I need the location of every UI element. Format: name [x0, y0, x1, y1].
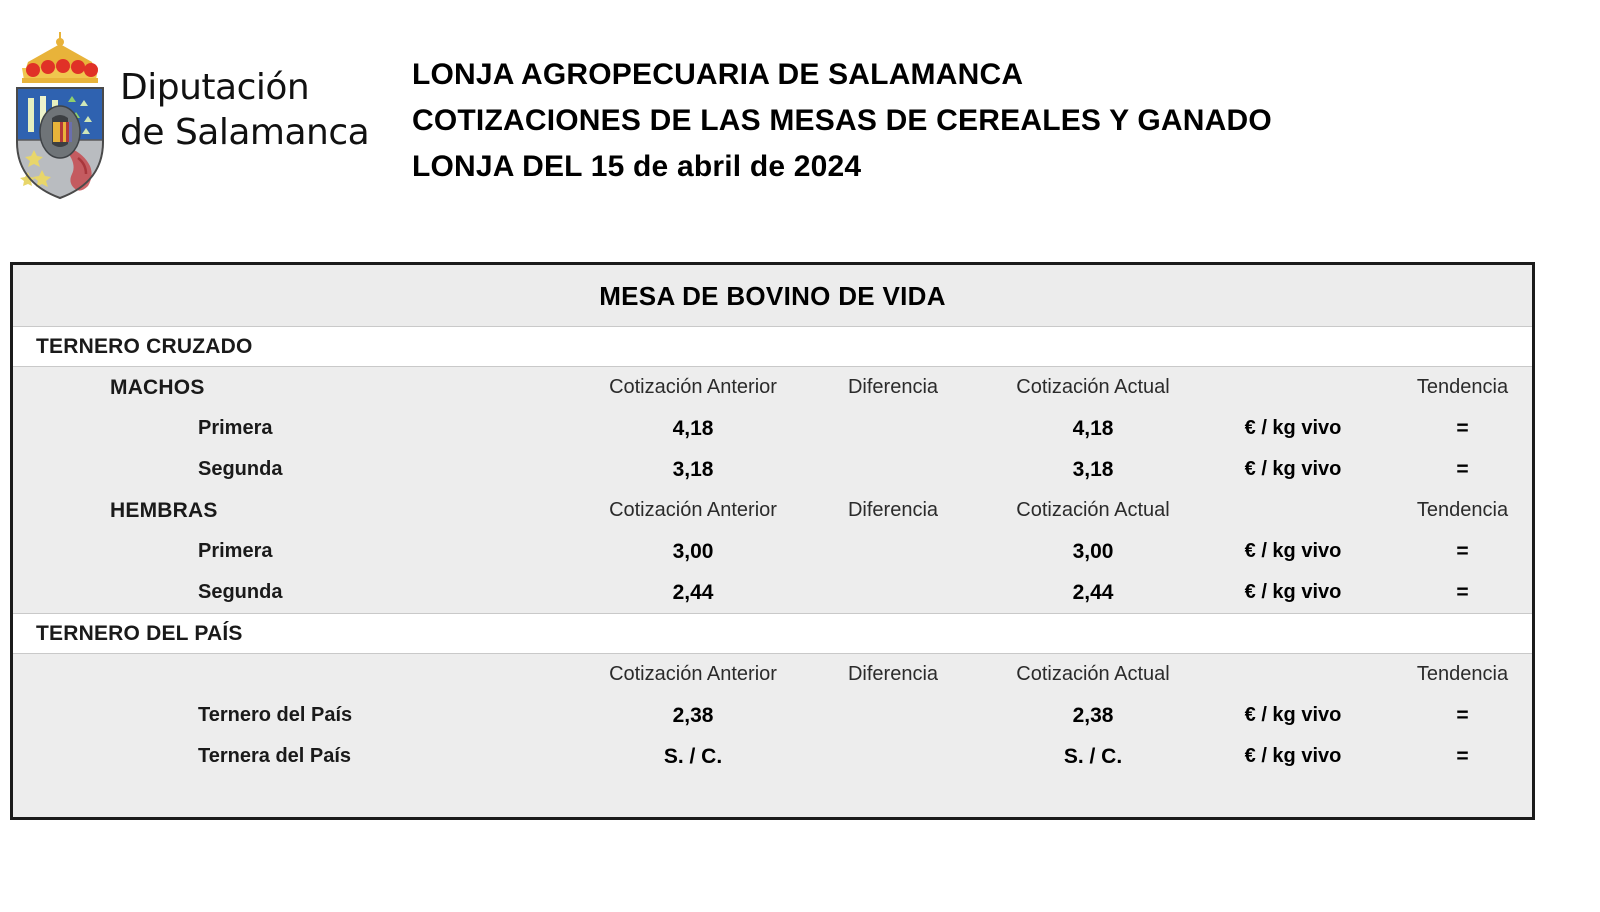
cell-unit: € / kg vivo — [1244, 417, 1342, 439]
cell-actual: 3,18 — [1072, 457, 1114, 481]
cell-tendencia: = — [1456, 580, 1469, 604]
coat-of-arms-salamanca-icon — [8, 22, 112, 200]
cell-anterior: 3,00 — [672, 539, 714, 563]
row-label: Ternero del País — [198, 704, 353, 726]
column-header-actual: Cotización Actual — [1016, 663, 1170, 685]
table-section-header — [13, 326, 1532, 367]
cell-tendencia: = — [1456, 416, 1469, 440]
cell-unit: € / kg vivo — [1244, 745, 1342, 767]
table-row — [13, 408, 1532, 449]
cell-actual: S. / C. — [1063, 744, 1123, 768]
diputacion-wordmark — [120, 69, 369, 153]
cell-tendencia: = — [1456, 457, 1469, 481]
logo-line-1: Diputación — [120, 67, 310, 109]
column-header-actual: Cotización Actual — [1016, 499, 1170, 521]
cell-anterior: 3,18 — [672, 457, 714, 481]
table-section-header — [13, 613, 1532, 654]
title-line-3: LONJA DEL 15 de abril de 2024 — [412, 150, 862, 183]
column-header-tendencia: Tendencia — [1416, 499, 1509, 521]
column-header-anterior: Cotización Anterior — [609, 663, 777, 685]
cell-anterior: 2,38 — [672, 703, 714, 727]
table-title: MESA DE BOVINO DE VIDA — [13, 265, 1532, 326]
table-column-header-row — [13, 367, 1532, 408]
diputacion-logo — [8, 22, 369, 200]
cell-anterior: S. / C. — [663, 744, 723, 768]
row-label: Segunda — [198, 581, 283, 603]
column-header-actual: Cotización Actual — [1016, 376, 1170, 398]
table-row — [13, 531, 1532, 572]
table-row — [13, 695, 1532, 736]
title-line-2: COTIZACIONES DE LAS MESAS DE CEREALES Y GANADO — [412, 104, 1272, 137]
table-column-header-row — [13, 490, 1532, 531]
table-row — [13, 449, 1532, 490]
cell-actual: 2,44 — [1072, 580, 1114, 604]
group-name-machos: MACHOS — [110, 375, 205, 399]
row-label: Segunda — [198, 458, 283, 480]
cell-tendencia: = — [1456, 744, 1469, 768]
cell-unit: € / kg vivo — [1244, 540, 1342, 562]
cell-unit: € / kg vivo — [1244, 458, 1342, 480]
cell-anterior: 2,44 — [672, 580, 714, 604]
document-title — [412, 52, 1272, 190]
row-label: Ternera del País — [198, 745, 352, 767]
quotations-table — [10, 262, 1535, 820]
column-header-diferencia: Diferencia — [847, 499, 939, 521]
table-column-header-row — [13, 654, 1532, 695]
column-header-tendencia: Tendencia — [1416, 376, 1509, 398]
cell-unit: € / kg vivo — [1244, 581, 1342, 603]
cell-actual: 3,00 — [1072, 539, 1114, 563]
logo-line-2: de Salamanca — [120, 112, 370, 153]
cell-tendencia: = — [1456, 539, 1469, 563]
column-header-tendencia: Tendencia — [1416, 663, 1509, 685]
group-name-hembras: HEMBRAS — [110, 498, 218, 522]
cell-tendencia: = — [1456, 703, 1469, 727]
section-name: TERNERO DEL PAÍS — [36, 621, 243, 645]
table-row — [13, 736, 1532, 777]
cell-actual: 4,18 — [1072, 416, 1114, 440]
section-name: TERNERO CRUZADO — [36, 334, 253, 358]
page-header — [0, 0, 1600, 230]
column-header-diferencia: Diferencia — [847, 663, 939, 685]
table-bottom-padding — [13, 777, 1532, 817]
cell-anterior: 4,18 — [672, 416, 714, 440]
column-header-anterior: Cotización Anterior — [609, 376, 777, 398]
row-label: Primera — [198, 417, 273, 439]
column-header-anterior: Cotización Anterior — [609, 499, 777, 521]
title-line-1: LONJA AGROPECUARIA DE SALAMANCA — [412, 58, 1024, 91]
column-header-diferencia: Diferencia — [847, 376, 939, 398]
cell-unit: € / kg vivo — [1244, 704, 1342, 726]
table-row — [13, 572, 1532, 613]
cell-actual: 2,38 — [1072, 703, 1114, 727]
row-label: Primera — [198, 540, 273, 562]
